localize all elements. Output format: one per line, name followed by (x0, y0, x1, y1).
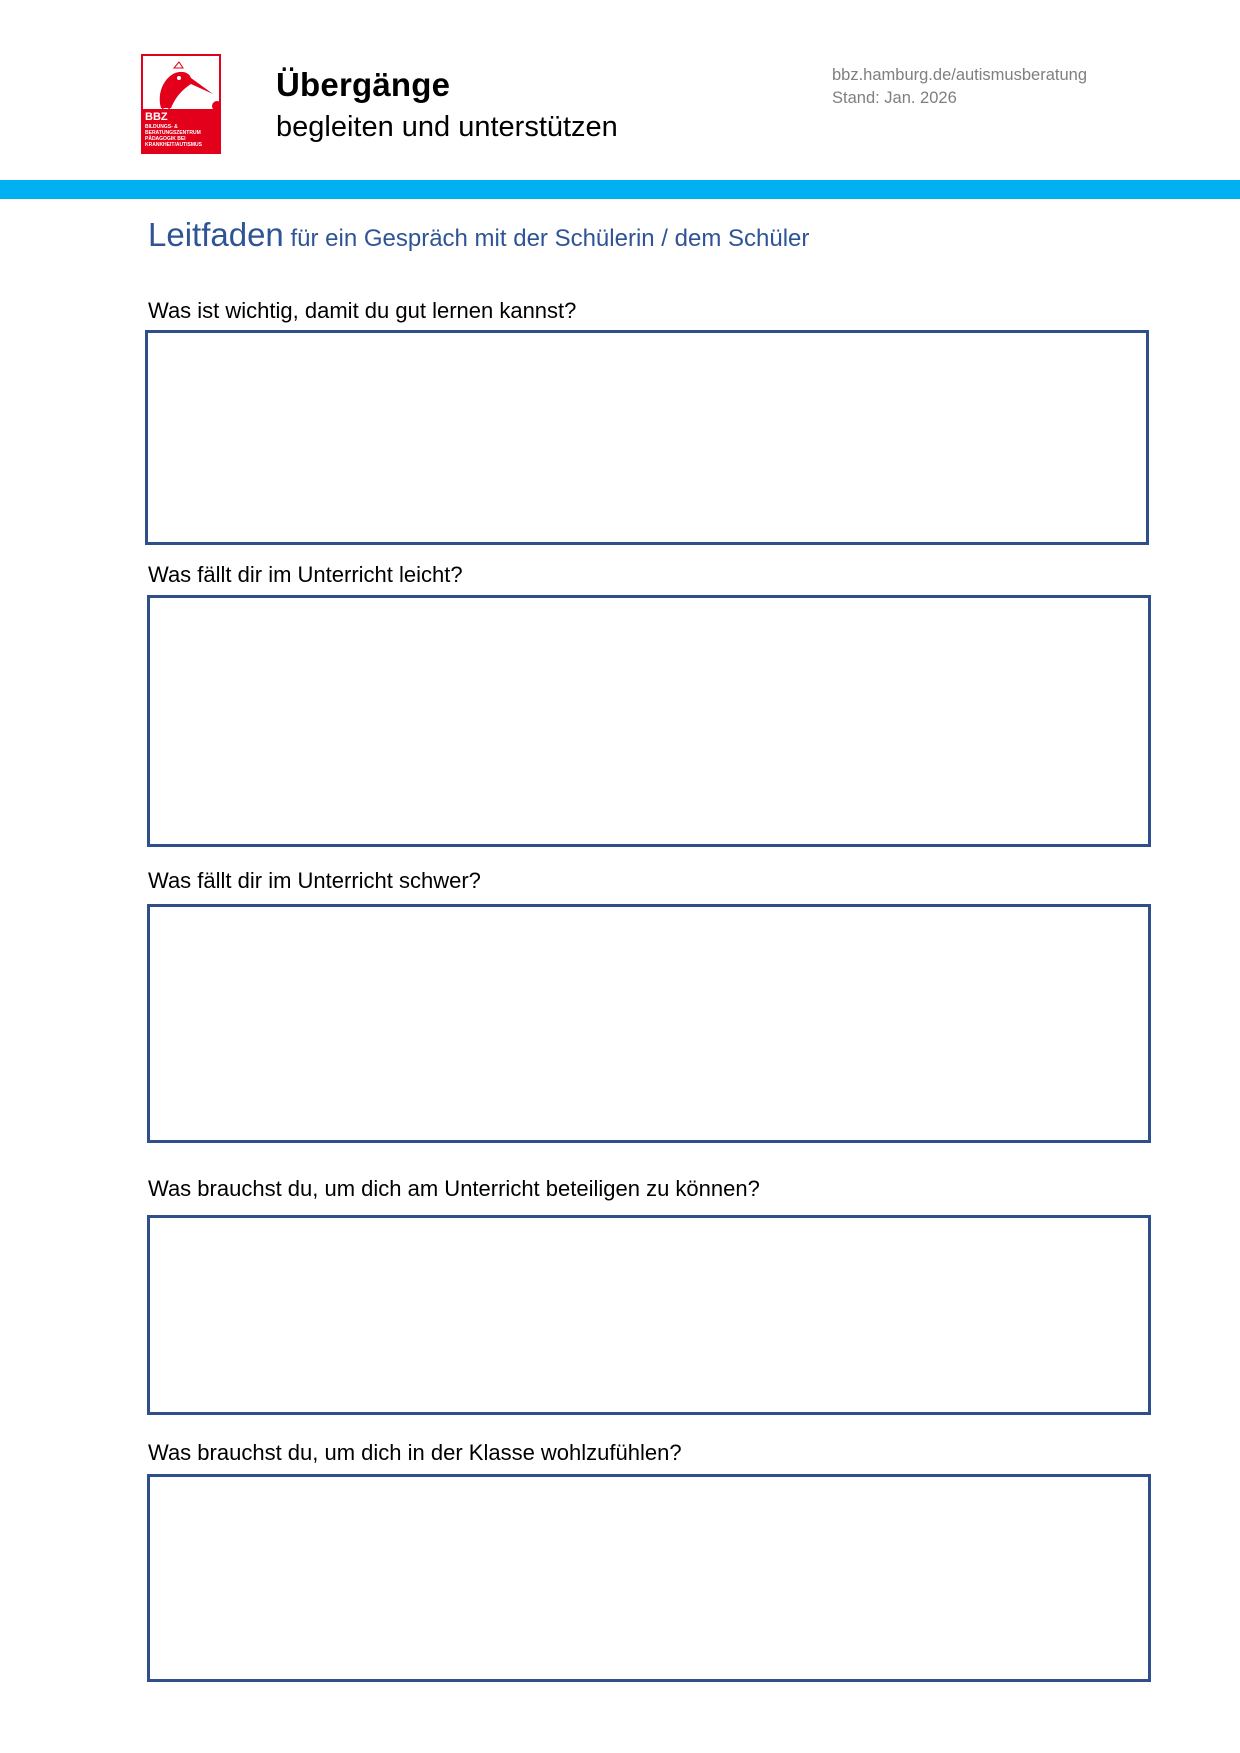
question-label: Was fällt dir im Unterricht schwer? (148, 868, 481, 893)
svg-text:BBZ: BBZ (145, 111, 168, 123)
question-label: Was brauchst du, um dich am Unterricht beteiligen zu können? (148, 1176, 760, 1201)
revision-date: Stand: Jan. 2026 (832, 89, 957, 107)
question-label: Was ist wichtig, damit du gut lernen kannst? (148, 298, 577, 323)
page-title: Übergänge (276, 66, 451, 103)
svg-text:KRANKHEIT/AUTISMUS: KRANKHEIT/AUTISMUS (145, 142, 202, 148)
answer-box[interactable] (147, 904, 1151, 1143)
svg-text:BERATUNGSZENTRUM: BERATUNGSZENTRUM (145, 130, 201, 136)
page-subtitle: begleiten und unterstützen (276, 111, 618, 143)
page-header (0, 0, 1240, 180)
answer-box[interactable] (147, 1215, 1151, 1415)
document-heading (148, 216, 809, 254)
bbz-logo (141, 54, 221, 154)
header-meta (832, 64, 1087, 110)
question-label: Was fällt dir im Unterricht leicht? (148, 562, 463, 587)
website-url: bbz.hamburg.de/autismusberatung (832, 66, 1087, 84)
svg-text:BILDUNGS- &: BILDUNGS- & (145, 124, 178, 130)
heading-rest: für ein Gespräch mit der Schülerin / dem Schüler (283, 225, 810, 252)
answer-box[interactable] (147, 1474, 1151, 1682)
answer-box[interactable] (147, 595, 1151, 847)
heading-lead: Leitfaden (148, 216, 284, 253)
answer-box[interactable] (145, 330, 1149, 545)
svg-text:PÄDAGOGIK BEI: PÄDAGOGIK BEI (145, 136, 186, 142)
question-label: Was brauchst du, um dich in der Klasse wohlzufühlen? (148, 1440, 682, 1465)
header-divider-band (0, 180, 1240, 199)
